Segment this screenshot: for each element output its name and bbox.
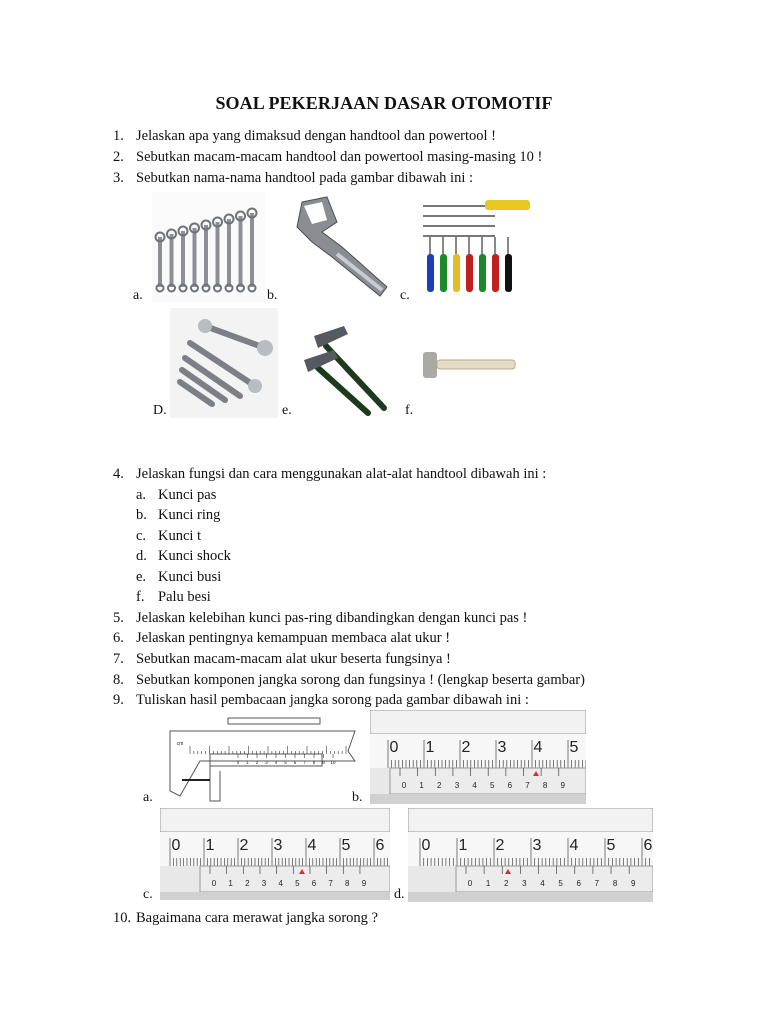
main-scale-digit: 1 [205, 837, 215, 854]
main-scale-digit: 2 [461, 739, 471, 756]
screwdriver-handle [466, 254, 473, 292]
main-scale-digit: 6 [375, 837, 385, 854]
combination-wrench-set-image [152, 192, 265, 302]
main-scale-digit: 0 [421, 837, 431, 854]
scale-digit: 9 [322, 760, 325, 765]
vernier-digit: 2 [437, 781, 442, 790]
vernier-digit: 6 [576, 879, 582, 888]
main-scale-digit: 0 [389, 739, 399, 756]
screwdriver-handle [440, 254, 447, 292]
vernier-digit: 4 [278, 879, 283, 888]
main-scale-digit: 1 [425, 739, 435, 756]
caliper-label-d: d. [394, 887, 405, 902]
scale-digit: 7 [303, 760, 306, 765]
caliper-d-image [408, 808, 653, 902]
vernier-digit: 0 [401, 781, 407, 790]
vernier-digit: 6 [507, 781, 513, 790]
main-scale-digit: 4 [307, 837, 317, 854]
main-scale-digit: 5 [341, 837, 351, 854]
vernier-digit: 9 [630, 879, 636, 888]
screwdriver-handle [479, 254, 486, 292]
hammers-image [296, 308, 398, 418]
screwdriver-handle [492, 254, 499, 292]
main-scale-digit: 1 [458, 837, 468, 854]
page-title: SOAL PEKERJAAN DASAR OTOMOTIF [215, 93, 553, 113]
scale-digit: 8 [312, 760, 316, 765]
caliper-jaw-top [160, 808, 390, 832]
caliper-label-c: c. [143, 887, 153, 902]
caliper-jaw-top [370, 710, 586, 734]
main-scale-digit: 2 [239, 837, 249, 854]
main-scale-digit: 5 [606, 837, 616, 854]
image-label-c: c. [400, 288, 410, 303]
screwdriver-set-image [415, 192, 533, 302]
image-label-b: b. [267, 288, 278, 303]
vernier-digit: 2 [504, 879, 509, 888]
vernier-digit: 1 [228, 879, 233, 888]
vernier-digit: 9 [560, 781, 565, 790]
caliper-a-image [160, 716, 356, 804]
scale-digit: 10 [330, 760, 336, 765]
vernier-digit: 0 [211, 879, 217, 888]
vernier-digit: 7 [525, 781, 530, 790]
main-scale-digit: 3 [273, 837, 283, 854]
vernier-digit: 7 [594, 879, 600, 888]
main-scale-digit: 4 [533, 739, 543, 756]
vernier-digit: 2 [245, 879, 250, 888]
main-scale-digit: 4 [569, 837, 579, 854]
open-end-wrench-set-image [170, 308, 278, 418]
vernier-digit: 9 [361, 879, 367, 888]
scale-digit: 2 [255, 760, 259, 765]
vernier-digit: 3 [454, 781, 460, 790]
vernier-digit: 7 [328, 879, 333, 888]
scale-digit: 3 [265, 760, 268, 765]
scale-digit: 0 [236, 760, 240, 765]
main-scale-digit: 6 [643, 837, 653, 854]
caliper-body [170, 731, 355, 796]
screwdriver-handle [453, 254, 460, 292]
image-label-f: f. [405, 403, 414, 418]
vernier-digit: 8 [612, 879, 618, 888]
image-label-d: D. [153, 403, 167, 418]
scale-digit: 4 [274, 760, 278, 765]
vernier-digit: 8 [345, 879, 350, 888]
vernier-digit: 4 [472, 781, 477, 790]
main-scale-digit: 3 [532, 837, 542, 854]
screwdriver-handle [505, 254, 512, 292]
scale-digit: 5 [284, 760, 287, 765]
vernier-digit: 5 [295, 879, 300, 888]
main-scale-digit: 5 [569, 739, 579, 756]
scale-digit: 1 [246, 760, 249, 765]
vernier-digit: 1 [419, 781, 424, 790]
unit-label: cm [176, 741, 184, 747]
main-scale-digit: 0 [171, 837, 181, 854]
vernier-digit: 5 [489, 781, 495, 790]
main-scale-digit: 2 [495, 837, 505, 854]
caliper-b-image [370, 710, 586, 804]
scale-digit: 6 [293, 760, 297, 765]
depth-bar [228, 718, 320, 724]
caliper-base [370, 794, 586, 804]
screwdriver-handle [485, 200, 530, 210]
caliper-base [408, 892, 653, 902]
jaw [210, 766, 220, 801]
caliper-jaw-top [408, 808, 653, 832]
screwdriver-handle [427, 254, 434, 292]
caliper-label-b: b. [352, 790, 363, 805]
caliper-c-image [160, 808, 390, 900]
caliper-label-a: a. [143, 790, 153, 805]
adjustable-wrench-image [282, 192, 398, 302]
main-scale-digit: 3 [497, 739, 507, 756]
vernier-digit: 6 [311, 879, 317, 888]
caliper-base [160, 892, 390, 900]
vernier-digit: 5 [558, 879, 563, 888]
ball-peen-hammer-image [415, 330, 520, 410]
vernier-digit: 0 [467, 879, 473, 888]
vernier-digit: 4 [540, 879, 545, 888]
vernier-digit: 3 [522, 879, 527, 888]
image-label-a: a. [133, 288, 143, 303]
vernier-digit: 8 [542, 781, 548, 790]
image-label-e: e. [282, 403, 292, 418]
vernier-digit: 3 [261, 879, 267, 888]
vernier-digit: 1 [485, 879, 491, 888]
